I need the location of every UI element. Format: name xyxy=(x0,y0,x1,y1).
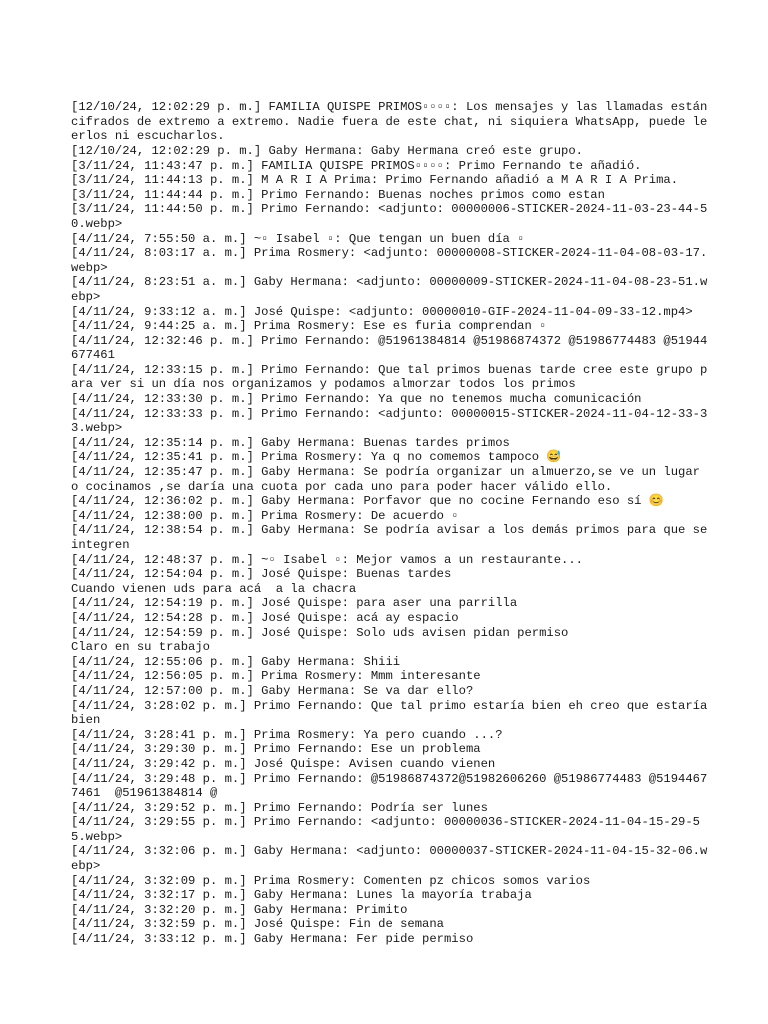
chat-lines xyxy=(71,100,715,947)
chat-message-line: [4/11/24, 12:54:19 p. m.] José Quispe: para aser una parrilla xyxy=(71,596,518,611)
chat-message-line: [4/11/24, 12:48:37 p. m.] ~▫ Isabel ▫: Mejor vamos a un restaurante... xyxy=(71,552,583,567)
chat-message-line: [4/11/24, 3:29:42 p. m.] José Quispe: Avisen cuando vienen xyxy=(71,756,496,771)
chat-message-line: [4/11/24, 8:03:17 a. m.] Prima Rosmery: <adjunto: 00000008-STICKER-2024-11-04-08-03-17.webp> xyxy=(71,246,708,275)
chat-message-line: [4/11/24, 9:33:12 a. m.] José Quispe: <adjunto: 00000010-GIF-2024-11-04-09-33-12.mp4> xyxy=(71,304,693,319)
chat-message-line: [3/11/24, 11:43:47 p. m.] FAMILIA QUISPE PRIMOS▫▫▫▫: Primo Fernando te añadió. xyxy=(71,158,642,173)
chat-message-line: [4/11/24, 12:57:00 p. m.] Gaby Hermana: Se va dar ello? xyxy=(71,683,474,698)
chat-message-line: [3/11/24, 11:44:13 p. m.] M A R I A Prima: Primo Fernando añadió a M A R I A Prima. xyxy=(71,173,679,188)
chat-message-line: [4/11/24, 12:54:04 p. m.] José Quispe: Buenas tardes Cuando vienen uds para acá a la chacra xyxy=(71,567,452,596)
chat-message-line: [4/11/24, 12:35:14 p. m.] Gaby Hermana: Buenas tardes primos xyxy=(71,435,510,450)
chat-message-line: [4/11/24, 3:29:48 p. m.] Primo Fernando: @51986874372@51982606260 @51986774483 @51944677461 @51961384814 @ xyxy=(71,771,708,801)
chat-message-line: [3/11/24, 11:44:44 p. m.] Primo Fernando: Buenas noches primos como estan xyxy=(71,187,605,202)
chat-message-line: [4/11/24, 12:54:59 p. m.] José Quispe: Solo uds avisen pidan permiso Claro en su trabajo xyxy=(71,625,569,655)
chat-message-line: [4/11/24, 12:56:05 p. m.] Prima Rosmery: Mmm interesante xyxy=(71,669,481,684)
chat-message-line: [4/11/24, 3:32:59 p. m.] José Quispe: Fin de semana xyxy=(71,917,444,932)
chat-message-line: [4/11/24, 12:38:54 p. m.] Gaby Hermana: Se podría avisar a los demás primos para que se integren xyxy=(71,523,715,552)
chat-message-line: [4/11/24, 12:33:30 p. m.] Primo Fernando: Ya que no tenemos mucha comunicación xyxy=(71,392,642,407)
chat-message-line: [4/11/24, 8:23:51 a. m.] Gaby Hermana: <adjunto: 00000009-STICKER-2024-11-04-08-23-51.webp> xyxy=(71,275,708,304)
chat-message-line: [4/11/24, 12:33:33 p. m.] Primo Fernando: <adjunto: 00000015-STICKER-2024-11-04-12-33-33.webp> xyxy=(71,406,708,436)
chat-message-line: [3/11/24, 11:44:50 p. m.] Primo Fernando: <adjunto: 00000006-STICKER-2024-11-03-23-44-50.webp> xyxy=(71,202,708,231)
chat-message-line: [4/11/24, 12:32:46 p. m.] Primo Fernando: @51961384814 @51986874372 @51986774483 @51944677461 xyxy=(71,333,708,363)
chat-message-line: [12/10/24, 12:02:29 p. m.] Gaby Hermana: Gaby Hermana creó este grupo. xyxy=(71,143,583,158)
chat-message-line: [12/10/24, 12:02:29 p. m.] FAMILIA QUISPE PRIMOS▫▫▫▫: Los mensajes y las llamadas están cifrados de extremo a extremo. Nadie fuera de este chat, ni siquiera WhatsApp, puede leerlos ni escucharlos. xyxy=(71,100,715,144)
chat-message-line: [4/11/24, 12:54:28 p. m.] José Quispe: acá ay espacio xyxy=(71,610,459,625)
chat-message-line: [4/11/24, 12:35:47 p. m.] Gaby Hermana: Se podría organizar un almuerzo,se ve un lugar o cocinamos ,se daría una cuota por cada uno para poder hacer válido ello. xyxy=(71,465,708,494)
chat-message-line: [4/11/24, 3:29:52 p. m.] Primo Fernando: Podría ser lunes xyxy=(71,800,488,815)
chat-message-line: [4/11/24, 7:55:50 a. m.] ~▫ Isabel ▫: Que tengan un buen día ▫ xyxy=(71,231,525,246)
chat-message-line: [4/11/24, 3:29:30 p. m.] Primo Fernando: Ese un problema xyxy=(71,742,481,757)
chat-message-line: [4/11/24, 3:32:20 p. m.] Gaby Hermana: Primito xyxy=(71,902,408,917)
chat-message-line: [4/11/24, 12:55:06 p. m.] Gaby Hermana: Shiii xyxy=(71,654,401,669)
chat-message-line: [4/11/24, 3:32:17 p. m.] Gaby Hermana: Lunes la mayoría trabaja xyxy=(71,888,532,903)
chat-message-line: [4/11/24, 12:35:41 p. m.] Prima Rosmery: Ya q no comemos tampoco 😅 xyxy=(71,450,562,465)
chat-message-line: [4/11/24, 3:32:09 p. m.] Prima Rosmery: Comenten pz chicos somos varios xyxy=(71,873,591,888)
chat-export-text xyxy=(71,71,715,961)
chat-message-line: [4/11/24, 9:44:25 a. m.] Prima Rosmery: Ese es furia comprendan ▫ xyxy=(71,319,547,334)
chat-message-line: [4/11/24, 3:28:02 p. m.] Primo Fernando: Que tal primo estaría bien eh creo que estaría bien xyxy=(71,698,715,728)
chat-message-line: [4/11/24, 3:33:12 p. m.] Gaby Hermana: Fer pide permiso xyxy=(71,932,474,947)
chat-message-line: [4/11/24, 3:28:41 p. m.] Prima Rosmery: Ya pero cuando ...? xyxy=(71,727,503,742)
chat-message-line: [4/11/24, 3:32:06 p. m.] Gaby Hermana: <adjunto: 00000037-STICKER-2024-11-04-15-32-06.webp> xyxy=(71,844,708,874)
chat-message-line: [4/11/24, 12:38:00 p. m.] Prima Rosmery: De acuerdo ▫ xyxy=(71,508,459,523)
chat-message-line: [4/11/24, 3:29:55 p. m.] Primo Fernando: <adjunto: 00000036-STICKER-2024-11-04-15-29-55.webp> xyxy=(71,815,700,844)
chat-message-line: [4/11/24, 12:36:02 p. m.] Gaby Hermana: Porfavor que no cocine Fernando eso sí 😊 xyxy=(71,494,664,509)
chat-message-line: [4/11/24, 12:33:15 p. m.] Primo Fernando: Que tal primos buenas tarde cree este grupo para ver si un día nos organizamos y podamos almorzar todos los primos xyxy=(71,362,708,392)
